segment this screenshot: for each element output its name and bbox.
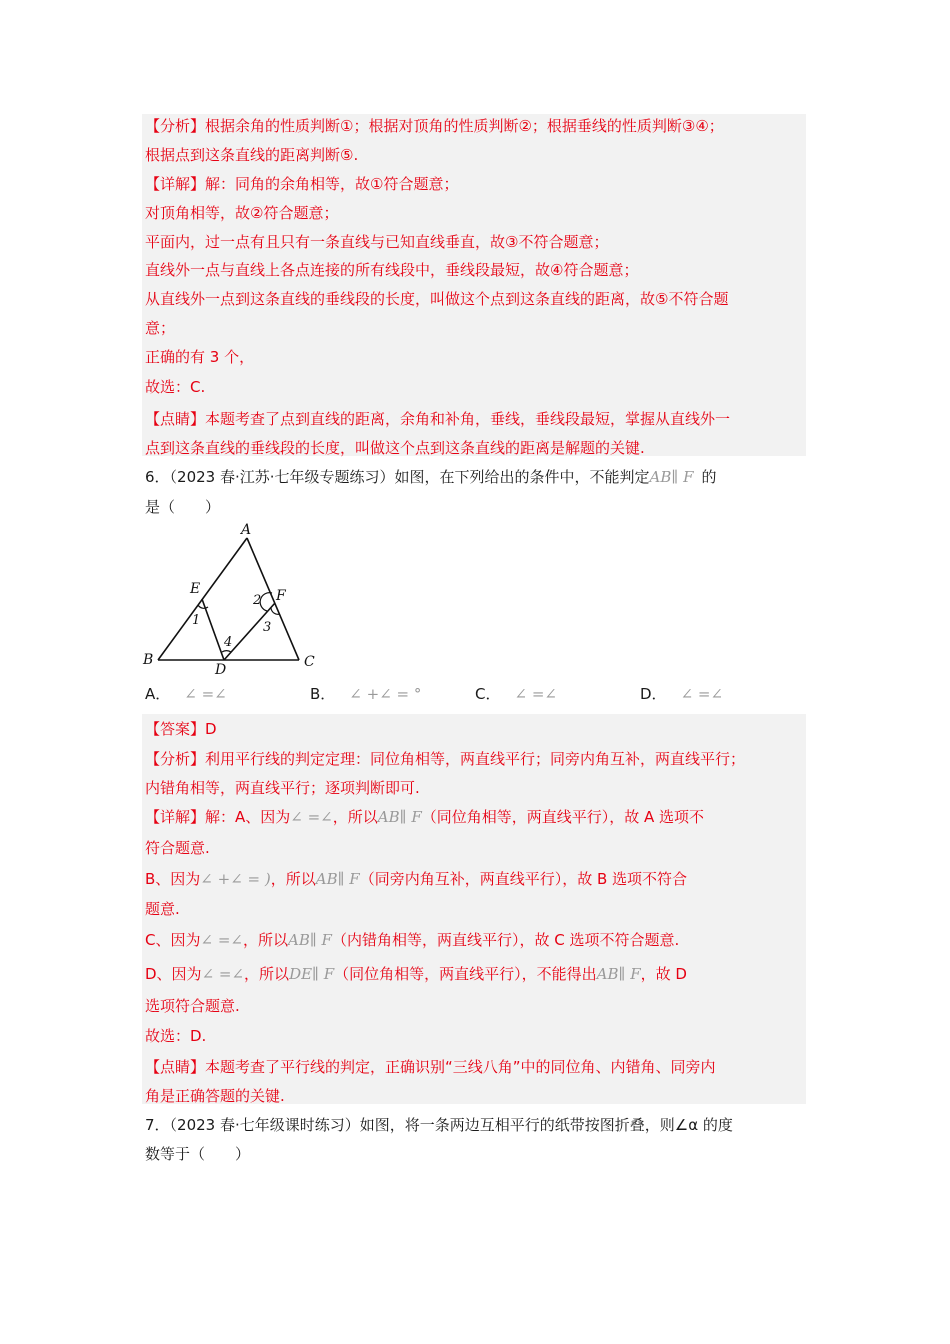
q6-comment-line1: 【点睛】本题考查了平行线的判定，正确识别“三线八角”中的同位角、内错角、同旁内	[145, 1058, 716, 1076]
q5-comment-line1: 【点睛】本题考查了点到直线的距离，余角和补角，垂线，垂线段最短，掌握从直线外一	[145, 410, 731, 428]
detail-d-suffix1: （同位角相等，两直线平行），不能得出	[334, 965, 597, 983]
vertex-label-b: B	[143, 652, 154, 668]
option-c[interactable]	[475, 684, 557, 704]
q7-stem-line1: 7．（2023 春·七年级课时练习）如图，将一条两边互相平行的纸带按图折叠，则∠α 的度	[145, 1116, 733, 1134]
q6-detail-choose: 故选：D.	[145, 1027, 207, 1045]
q6-stem-math: AB∥ F	[649, 468, 694, 486]
q7-stem-line2: 数等于（ ）	[145, 1145, 251, 1163]
q6-detail-a-line2: 符合题意.	[145, 839, 210, 857]
q6-detail-b-line2: 题意.	[145, 900, 180, 918]
detail-c-math2: AB∥ F	[287, 931, 332, 949]
q6-answer: 【答案】D	[145, 720, 217, 738]
option-c-math: ∠ =∠	[514, 685, 557, 703]
q6-detail-b-line1	[145, 869, 687, 889]
option-d-math: ∠ =∠	[680, 685, 724, 703]
q6-detail-d-line1	[145, 964, 687, 984]
q5-detail-line7: 正确的有 3 个，	[145, 348, 255, 366]
detail-d-math2: DE∥ F	[289, 965, 335, 983]
q6-detail-d-line2: 选项符合题意.	[145, 997, 240, 1015]
detail-d-prefix: D、因为	[145, 965, 202, 983]
q6-analysis-line1: 【分析】利用平行线的判定定理：同位角相等，两直线平行；同旁内角互补，两直线平行；	[145, 750, 746, 768]
q5-detail-line4: 直线外一点与直线上各点连接的所有线段中，垂线段最短，故④符合题意；	[145, 261, 639, 279]
option-a-math: ∠ =∠	[184, 685, 227, 703]
detail-c-suffix: （内错角相等，两直线平行），故 C 选项不符合题意.	[331, 931, 680, 949]
q5-detail-line8: 故选：C.	[145, 378, 206, 396]
vertex-label-e: E	[190, 581, 201, 597]
q6-detail-c-line1	[145, 930, 679, 950]
detail-d-mid: ，所以	[244, 965, 290, 983]
detail-a-suffix: （同位角相等，两直线平行），故 A 选项不	[421, 808, 705, 826]
q5-solution-block	[142, 114, 806, 456]
q6-detail-a-line1	[145, 807, 704, 827]
detail-d-math3: AB∥ F	[596, 965, 641, 983]
detail-a-prefix: 【详解】解：A、因为	[145, 808, 291, 826]
option-b[interactable]	[310, 684, 421, 704]
q6-stem-line1	[145, 467, 717, 487]
detail-b-math1: ∠ +∠ = )	[200, 870, 271, 888]
q6-comment-line2: 角是正确答题的关键.	[145, 1087, 285, 1105]
q5-detail-line3: 平面内，过一点有且只有一条直线与已知直线垂直，故③不符合题意；	[145, 233, 609, 251]
option-b-label: B．	[310, 685, 336, 703]
option-d-label: D．	[640, 685, 667, 703]
q5-detail-line6: 意；	[145, 319, 176, 337]
q6-stem-prefix: 6．（2023 春·江苏·七年级专题练习）如图，在下列给出的条件中，不能判定	[145, 468, 650, 486]
detail-b-suffix: （同旁内角互补，两直线平行），故 B 选项不符合	[359, 870, 688, 888]
detail-a-math1: ∠ =∠	[290, 808, 333, 826]
q5-detail-line1: 【详解】解：同角的余角相等，故①符合题意；	[145, 175, 459, 193]
detail-c-mid: ，所以	[242, 931, 288, 949]
detail-b-mid: ，所以	[270, 870, 316, 888]
q6-triangle-figure	[140, 520, 330, 675]
q6-stem-suffix: 的	[701, 468, 717, 486]
vertex-label-f: F	[276, 588, 286, 604]
q5-comment-line2: 点到这条直线的垂线段的长度，叫做这个点到这条直线的距离是解题的关键.	[145, 439, 645, 457]
option-a-label: A．	[145, 685, 171, 703]
option-c-label: C．	[475, 685, 501, 703]
detail-a-mid: ，所以	[332, 808, 378, 826]
angle-label-3: 3	[263, 620, 272, 635]
detail-a-math2: AB∥ F	[377, 808, 422, 826]
option-a[interactable]	[145, 684, 227, 704]
q5-analysis-line2: 根据点到这条直线的距离判断⑤.	[145, 146, 359, 164]
detail-d-suffix2: ，故 D	[640, 965, 687, 983]
angle-label-4: 4	[224, 635, 233, 650]
q6-solution-block	[142, 714, 806, 1104]
vertex-label-c: C	[304, 654, 315, 670]
q6-stem-line2: 是（ ）	[145, 498, 221, 516]
detail-b-prefix: B、因为	[145, 870, 201, 888]
detail-c-prefix: C、因为	[145, 931, 201, 949]
option-d[interactable]	[640, 684, 723, 704]
option-b-math: ∠ +∠ = °	[349, 685, 422, 703]
q5-detail-line2: 对顶角相等，故②符合题意；	[145, 204, 339, 222]
q5-detail-line5: 从直线外一点到这条直线的垂线段的长度，叫做这个点到这条直线的距离，故⑤不符合题	[145, 290, 729, 308]
detail-d-math1: ∠ =∠	[201, 965, 245, 983]
detail-c-math1: ∠ =∠	[200, 931, 243, 949]
angle-label-2: 2	[253, 593, 262, 608]
angle-label-1: 1	[192, 613, 201, 628]
q5-analysis-line1: 【分析】根据余角的性质判断①；根据对顶角的性质判断②；根据垂线的性质判断③④；	[145, 117, 724, 135]
q6-analysis-line2: 内错角相等，两直线平行；逐项判断即可.	[145, 779, 420, 797]
vertex-label-a: A	[241, 522, 252, 538]
vertex-label-d: D	[215, 662, 227, 675]
detail-b-math2: AB∥ F	[315, 870, 360, 888]
